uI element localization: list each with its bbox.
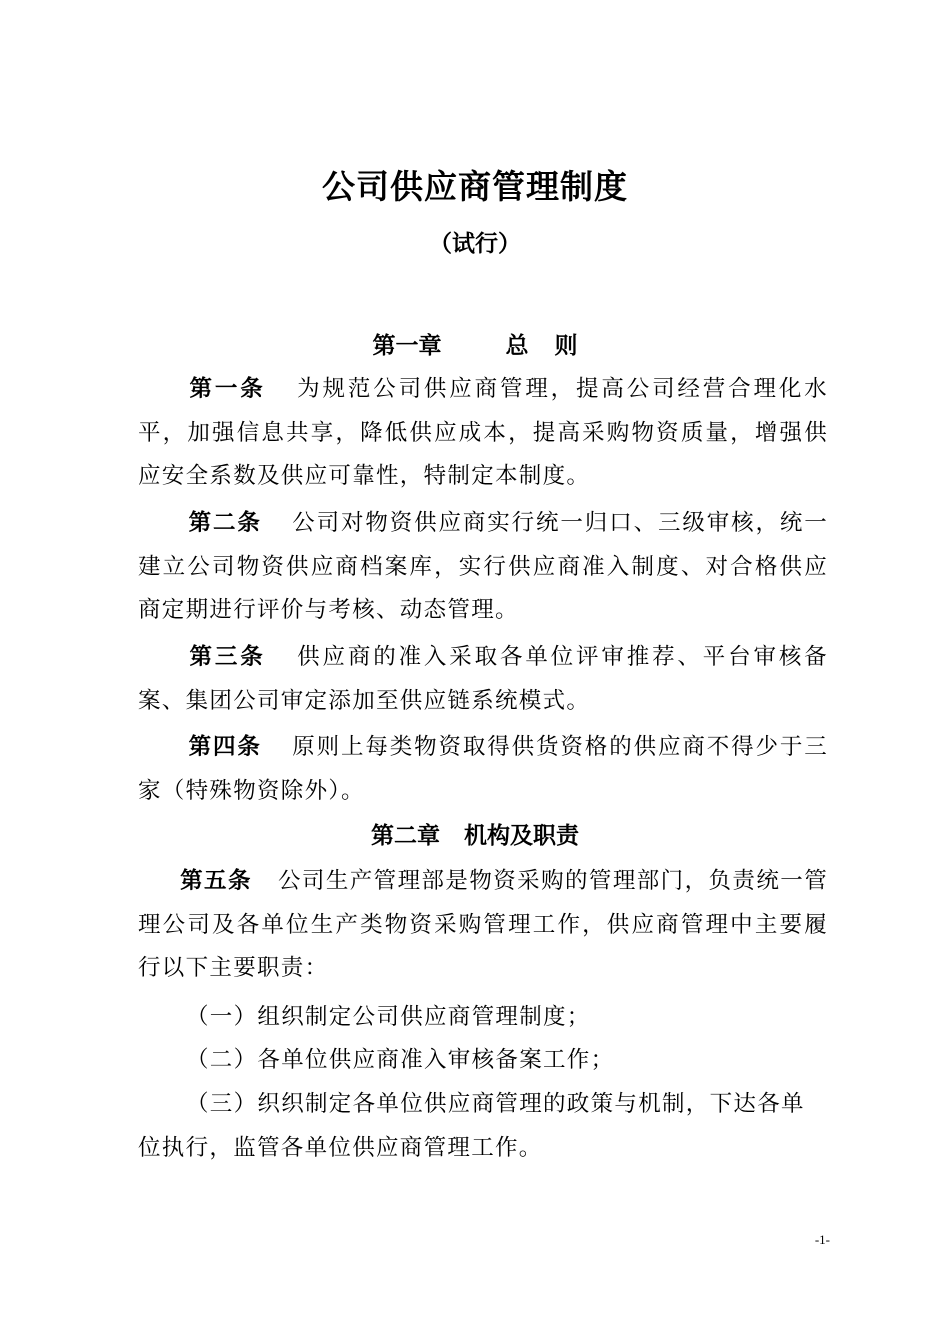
chapter-name-2: 则 xyxy=(554,332,578,359)
article-1 xyxy=(138,368,828,499)
article-text: 公司对物资供应商实行统一归口、三级审核，统一建立公司物资供应商档案库，实行供应商准入制度、对合格供应商定期进行评价与考核、动态管理。 xyxy=(138,510,828,623)
article-3 xyxy=(138,636,828,723)
article-4 xyxy=(138,726,828,813)
article-label: 第四条 xyxy=(188,734,262,760)
duty-item-2 xyxy=(138,1039,828,1083)
article-2 xyxy=(138,502,828,633)
document-subtitle: （试行） xyxy=(429,230,521,257)
page-number: -1- xyxy=(814,1232,830,1247)
document-title: 公司供应商管理制度 xyxy=(322,167,628,206)
chapter-heading-1 xyxy=(0,330,950,362)
article-text: 供应商的准入采取各单位评审推荐、平台审核备案、集团公司审定添加至供应链系统模式。 xyxy=(138,644,828,714)
chapter-label: 第一章 xyxy=(372,332,442,359)
chapter-label: 第二章 xyxy=(371,822,440,849)
article-text: 为规范公司供应商管理，提高公司经营合理化水平，加强信息共享，降低供应成本，提高采购物资质量，增强供应安全系数及供应可靠性，特制定本制度。 xyxy=(138,376,828,489)
duty-item-text: （三）织织制定各单位供应商管理的政策与机制，下达各单位执行，监管各单位供应商管理工作。 xyxy=(138,1091,805,1161)
duty-item-text: （二）各单位供应商准入审核备案工作； xyxy=(186,1047,615,1073)
duty-item-text: （一）组织制定公司供应商管理制度； xyxy=(186,1004,591,1030)
duty-item-1 xyxy=(138,996,828,1040)
article-5 xyxy=(138,860,828,991)
article-label: 第五条 xyxy=(180,868,252,894)
article-text: 原则上每类物资取得供货资格的供应商不得少于三家（特殊物资除外）。 xyxy=(138,734,828,804)
chapter-name: 机构及职责 xyxy=(464,822,579,849)
chapter-name: 总 xyxy=(505,332,529,359)
duty-item-3 xyxy=(138,1083,828,1170)
article-label: 第三条 xyxy=(188,644,266,670)
article-label: 第一条 xyxy=(188,376,266,402)
chapter-heading-2 xyxy=(0,820,950,852)
article-text: 公司生产管理部是物资采购的管理部门，负责统一管理公司及各单位生产类物资采购管理工作，供应商管理中主要履行以下主要职责： xyxy=(138,868,828,981)
article-label: 第二条 xyxy=(188,510,262,536)
